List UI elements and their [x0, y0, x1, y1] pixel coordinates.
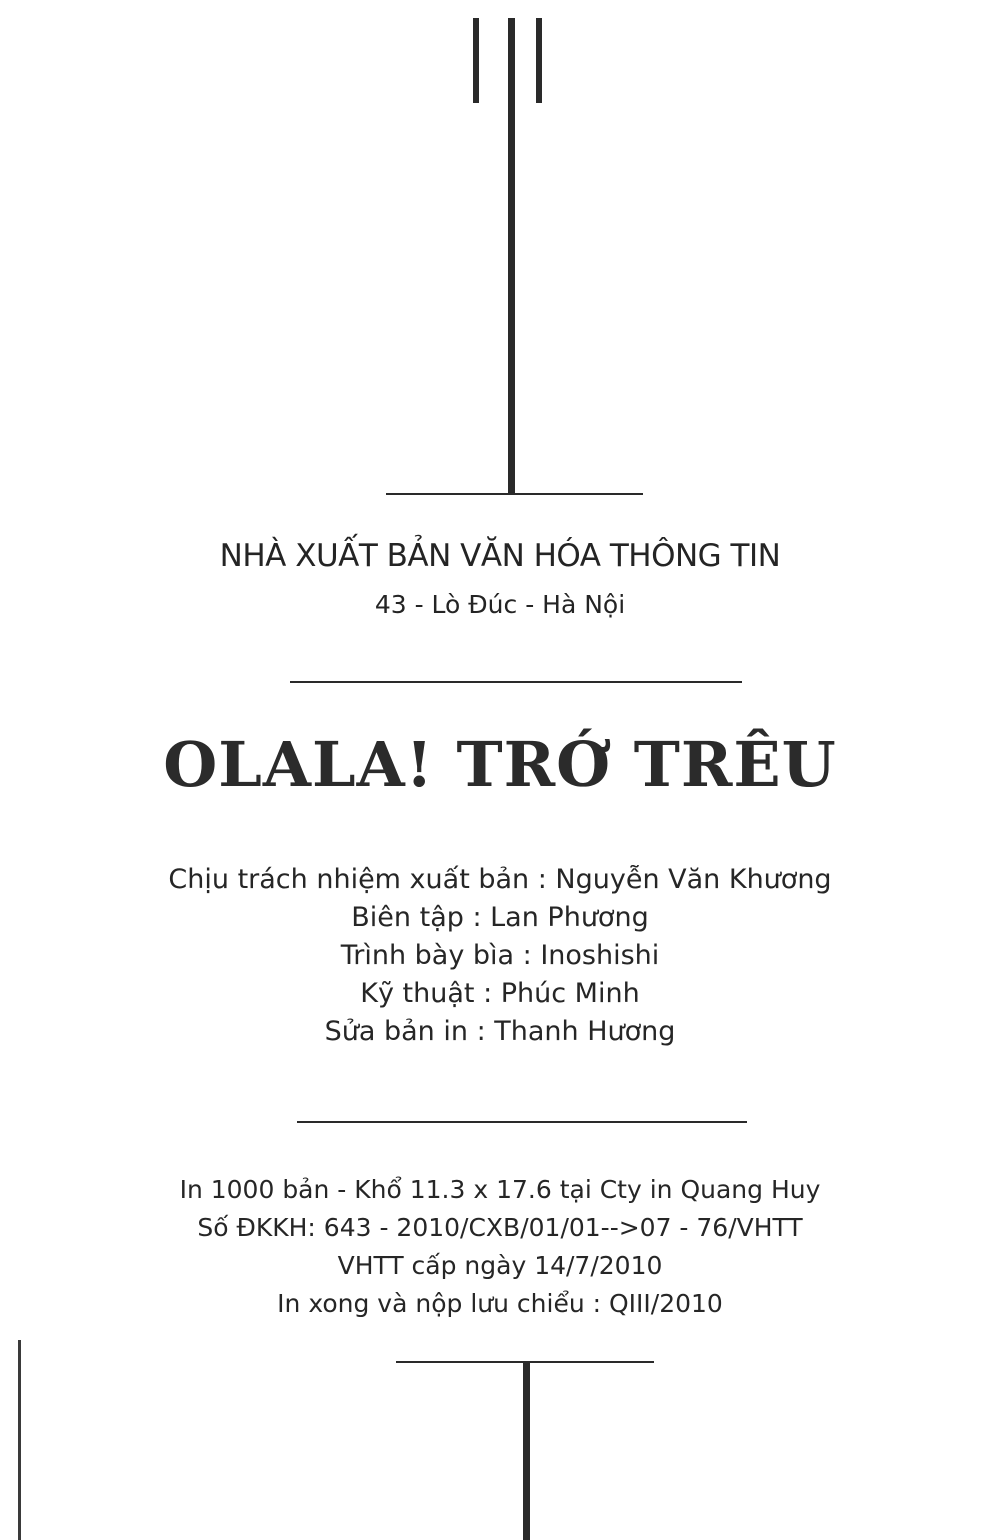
ornament-bottom-bar [523, 1363, 530, 1540]
print-info-line: Số ĐKKH: 643 - 2010/CXB/01/01-->07 - 76/VHTT [197, 1213, 803, 1242]
ornament-bar-right [536, 18, 542, 103]
credit-line: Sửa bản in : Thanh Hương [324, 1016, 676, 1047]
publisher-address: 43 - Lò Đúc - Hà Nội [374, 590, 626, 619]
credit-line: Biên tập : Lan Phương [351, 902, 649, 933]
credit-line: Trình bày bìa : Inoshishi [340, 940, 660, 971]
ornament-bar-center [508, 18, 515, 494]
print-info-line: In xong và nộp lưu chiểu : QIII/2010 [277, 1289, 723, 1318]
credit-line: Chịu trách nhiệm xuất bản : Nguyễn Văn Khương [168, 864, 832, 895]
print-info-line: VHTT cấp ngày 14/7/2010 [337, 1251, 663, 1280]
publisher-name: NHÀ XUẤT BẢN VĂN HÓA THÔNG TIN [219, 538, 781, 574]
book-title: OLALA! TRỚ TRÊU [163, 728, 837, 801]
credit-line: Kỹ thuật : Phúc Minh [360, 978, 640, 1009]
print-info-line: In 1000 bản - Khổ 11.3 x 17.6 tại Cty in Quang Huy [179, 1175, 821, 1204]
ornament-baseline [386, 493, 643, 495]
divider-1 [290, 681, 742, 683]
page-edge [18, 1340, 21, 1540]
divider-2 [297, 1121, 747, 1123]
ornament-bar-left [473, 18, 479, 103]
